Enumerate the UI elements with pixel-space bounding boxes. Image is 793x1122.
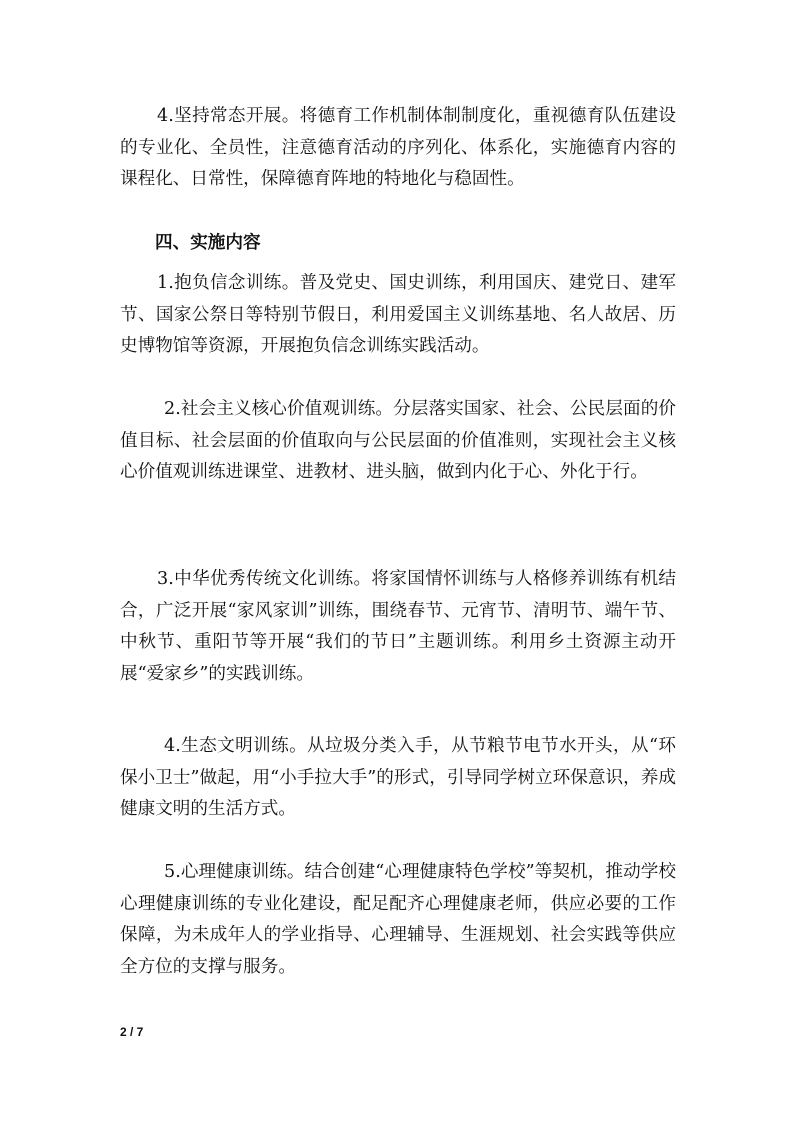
paragraph-item-3-culture: 3.中华优秀传统文化训练。将家国情怀训练与人格修养训练有机结合，广泛开展“家风家训”训练，围绕春节、元宵节、清明节、端午节、中秋节、重阳节等开展“我们的节日”主题训练。利用乡土资源主动开展“爱家乡”的实践训练。 — [120, 569, 676, 684]
paragraph-item-5-mental: 5.心理健康训练。结合创建“心理健康特色学校”等契机，推动学校心理健康训练的专业化建设，配足配齐心理健康老师，供应必要的工作保障，为未成年人的学业指导、心理辅导、生涯规划、社会实践等供应全方位的支撑与服务。 — [120, 862, 676, 977]
paragraph-item-4-persist: 4.坚持常态开展。将德育工作机制体制制度化，重视德育队伍建设的专业化、全员性，注意德育活动的序列化、体系化，实施德育内容的课程化、日常性，保障德育阵地的特地化与稳固性。 — [120, 106, 676, 189]
paragraph-item-1-belief: 1.抱负信念训练。普及党史、国史训练，利用国庆、建党日、建军节、国家公祭日等特别节假日，利用爱国主义训练基地、名人故居、历史博物馆等资源，开展抱负信念训练实践活动。 — [120, 273, 676, 356]
paragraph-item-2-values: 2.社会主义核心价值观训练。分层落实国家、社会、公民层面的价值目标、社会层面的价值取向与公民层面的价值准则，实现社会主义核心价值观训练进课堂、进教材、进头脑，做到内化于心、外化于行。 — [120, 399, 676, 482]
section-heading: 四、实施内容 — [155, 232, 261, 253]
page-number: 2 / 7 — [120, 1025, 144, 1039]
paragraph-item-4-ecology: 4.生态文明训练。从垃圾分类入手，从节粮节电节水开头，从“环保小卫士”做起，用“小手拉大手”的形式，引导同学树立环保意识，养成健康文明的生活方式。 — [120, 736, 676, 819]
